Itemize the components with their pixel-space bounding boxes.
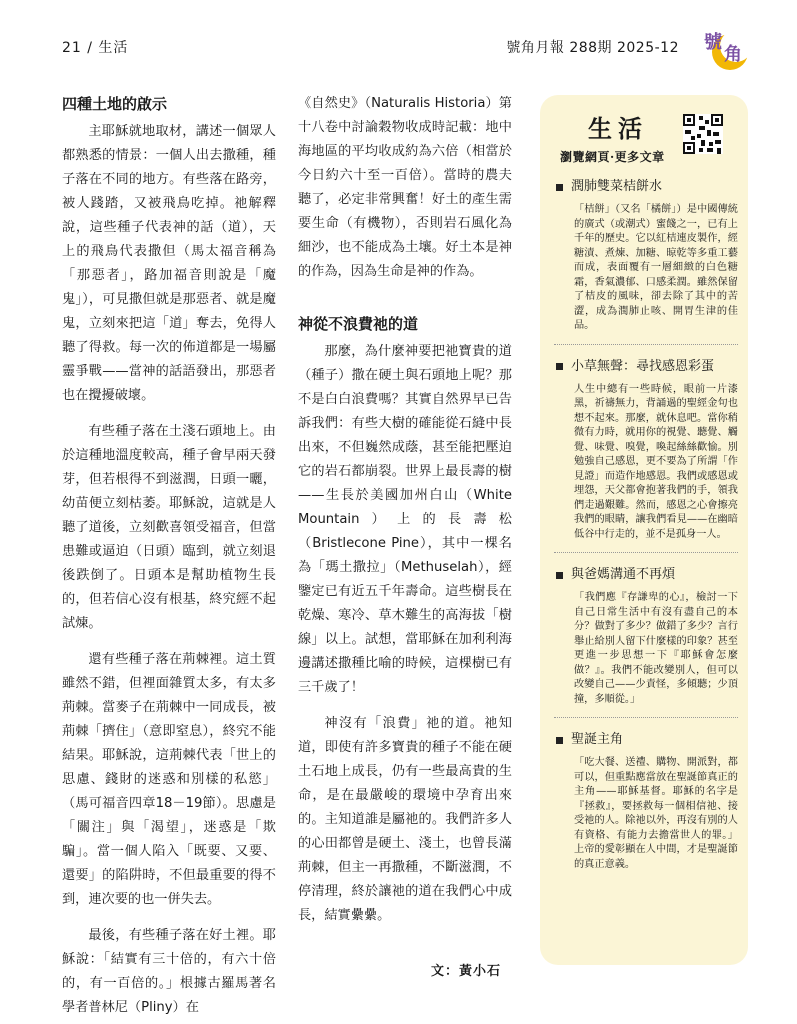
list-item[interactable] [554, 177, 738, 334]
paragraph: 還有些種子落在荊棘裡。這土質雖然不錯，但裡面雜質太多，有太多荊棘。當麥子在荊棘中一同成長，被荊棘「擠住」（意即窒息），終究不能結果。耶穌說，這荊棘代表「世上的思慮、錢財的迷惑和別樣的私慾」（馬可福音四章18－19節）。思慮是「關注」與「渴望」，迷惑是「欺騙」。當一個人陷入「既要、又要、還要」的陷阱時，不但最重要的得不到，連次要的也一併失去。 [62, 652, 276, 907]
page-header [0, 0, 797, 70]
square-bullet-icon [556, 363, 563, 370]
sidebar-title: 生活 [588, 114, 648, 143]
sidebar-article-list [554, 177, 738, 882]
paragraph: 《自然史》（Naturalis Historia）第十八卷中討論穀物收成時記載：地中海地區的平均收成約為六倍（相當於今日約六十至一百倍）。當時的農夫聽了，必定非常興奮！好土的產生需要生命（有機物），否則岩石風化為細沙，也不能成為土壤。好土本是神的作為，因為生命是神的作為。 [298, 96, 512, 279]
svg-text:角: 角 [724, 44, 742, 65]
square-bullet-icon [556, 572, 563, 579]
magazine-logo [700, 26, 752, 74]
list-item[interactable] [554, 357, 738, 543]
paragraph: 那麼，為什麼神要把祂寶貴的道（種子）撒在硬土與石頭地上呢？那不是白白浪費嗎？其實自然界早已告訴我們：有些大樹的確能從石縫中長出來，不但巍然成蔭，甚至能把壓迫它的岩石都崩裂。世界上最長壽的樹——生長於美國加州白山（White Mountain）上的長壽松（Bristlecone Pine），其中一棵名為「瑪土撒拉」（Methuselah），經鑒定已有近五千年壽命。這些樹長在乾燥、寒冷、草木難生的高海拔「樹線」以上。試想，當耶穌在加利利海邊講述撒種比喻的時候，這棵樹已有三千歲了！ [298, 344, 512, 695]
sidebar-subtitle: 瀏覽網頁·更多文章 [560, 150, 665, 164]
divider [554, 552, 738, 553]
item-heading[interactable]: 小草無聲：尋找感恩彩蛋 [571, 358, 715, 374]
divider [554, 344, 738, 345]
issue-info: 號角月報 288期 2025-12 [506, 40, 679, 56]
section-title: 神從不浪費祂的道 [298, 315, 419, 333]
svg-text:號: 號 [704, 32, 722, 53]
qr-code-icon[interactable] [683, 114, 723, 154]
paragraph: 神沒有「浪費」祂的道。祂知道，即使有許多寶貴的種子不能在硬土石地上成長，仍有一些最高貴的生命，是在最嚴峻的環境中孕育出來的。主知道誰是屬祂的。我們許多人的心田都曾是硬土、淺土，也曾長滿荊棘，但主一再撒種，不斷滋潤，不停清理，終於讓祂的道在我們心中成長，結實纍纍。 [298, 716, 512, 923]
divider [554, 717, 738, 718]
author-credit: 文：黃小石 [431, 964, 502, 979]
page-number-section: 21 / 生活 [62, 40, 129, 56]
section-title: 四種土地的啟示 [62, 95, 168, 113]
item-body: 「桔餅」（又名「橘餅」）是中國傳統的廣式（或潮式）蜜餞之一，已有上千年的歷史。它以紅桔連皮製作，經糖漬、煮煉、加糖、晾乾等多重工藝而成，表面覆有一層細緻的白色糖霜，香氣濃郁、口感柔潤。雖然保留了桔皮的風味，卻去除了其中的苦澀，成為潤肺止咳、開胃生津的佳品。 [574, 204, 738, 331]
paragraph: 有些種子落在土淺石頭地上。由於這種地溫度較高，種子會早兩天發芽，但若根得不到滋潤，日頭一曬，幼苗便立刻枯萎。耶穌說，這就是人聽了道後，立刻歡喜領受福音，但當患難或逼迫（日頭）臨到，就立刻退後跌倒了。日頭本是幫助植物生長的，但若信心沒有根基，終究經不起試煉。 [62, 424, 276, 631]
item-body: 「吃大餐、送禮、購物、開派對，都可以，但重點應當放在聖誕節真正的主角——耶穌基督。耶穌的名字是『拯救』，要拯救每一個相信祂、接受祂的人。除祂以外，再沒有別的人有資格、有能力去擔當世人的罪。」上帝的愛彰顯在人中間，才是聖誕節的真正意義。 [574, 757, 738, 870]
item-body: 「我們應『存謙卑的心』，檢討一下自己日常生活中有沒有盡自己的本分？做對了多少？做錯了多少？言行舉止給別人留下什麼樣的印象？甚至更進一步思想一下『耶穌會怎麼做？』。我們不能改變別人，但可以改變自己——少責怪，多傾聽；少頂撞，多順從。」 [574, 592, 738, 705]
article-column-2 [298, 92, 512, 940]
sidebar-panel [540, 95, 748, 965]
square-bullet-icon [556, 184, 563, 191]
list-item[interactable] [554, 565, 738, 707]
item-heading[interactable]: 潤肺雙菜桔餅水 [571, 179, 663, 194]
paragraph: 最後，有些種子落在好土裡。耶穌說：「結實有三十倍的，有六十倍的，有一百倍的。」根據古羅馬著名學者普林尼（Pliny）在 [62, 928, 276, 1015]
square-bullet-icon [556, 737, 563, 744]
item-body: 人生中總有一些時候，眼前一片漆黑，祈禱無力，背誦過的聖經金句也想不起來。那麼，就休息吧。當你稍微有力時，就用你的視覺、聽覺、觸覺、味覺、嗅覺，喚起絲絲歡愉。別勉強自己感恩，更不要為了所謂「作見證」而造作地感恩。我們或感恩或埋怨，天父都會抱著我們的手，領我們走過艱難。然而，感恩之心會擦亮我們的眼睛，讓我們看見——在幽暗低谷中行走的，並不是孤身一人。 [574, 383, 738, 540]
article-column-1 [62, 92, 276, 1024]
item-heading[interactable]: 聖誕主角 [571, 732, 624, 747]
list-item[interactable] [554, 730, 738, 872]
paragraph: 主耶穌就地取材，講述一個眾人都熟悉的情景：一個人出去撒種，種子落在不同的地方。有些落在路旁，被人踐踏，又被飛鳥吃掉。祂解釋說，這些種子代表神的話（道），天上的飛鳥代表撒但（馬太福音稱為「那惡者」，路加福音則說是「魔鬼」），可見撒但就是那惡者、就是魔鬼，立刻來把這「道」奪去，免得人聽了得救。每一次的佈道都是一場屬靈爭戰——當神的話語發出，那惡者也在攪擾破壞。 [62, 124, 276, 403]
item-heading[interactable]: 與爸媽溝通不再煩 [571, 567, 676, 582]
